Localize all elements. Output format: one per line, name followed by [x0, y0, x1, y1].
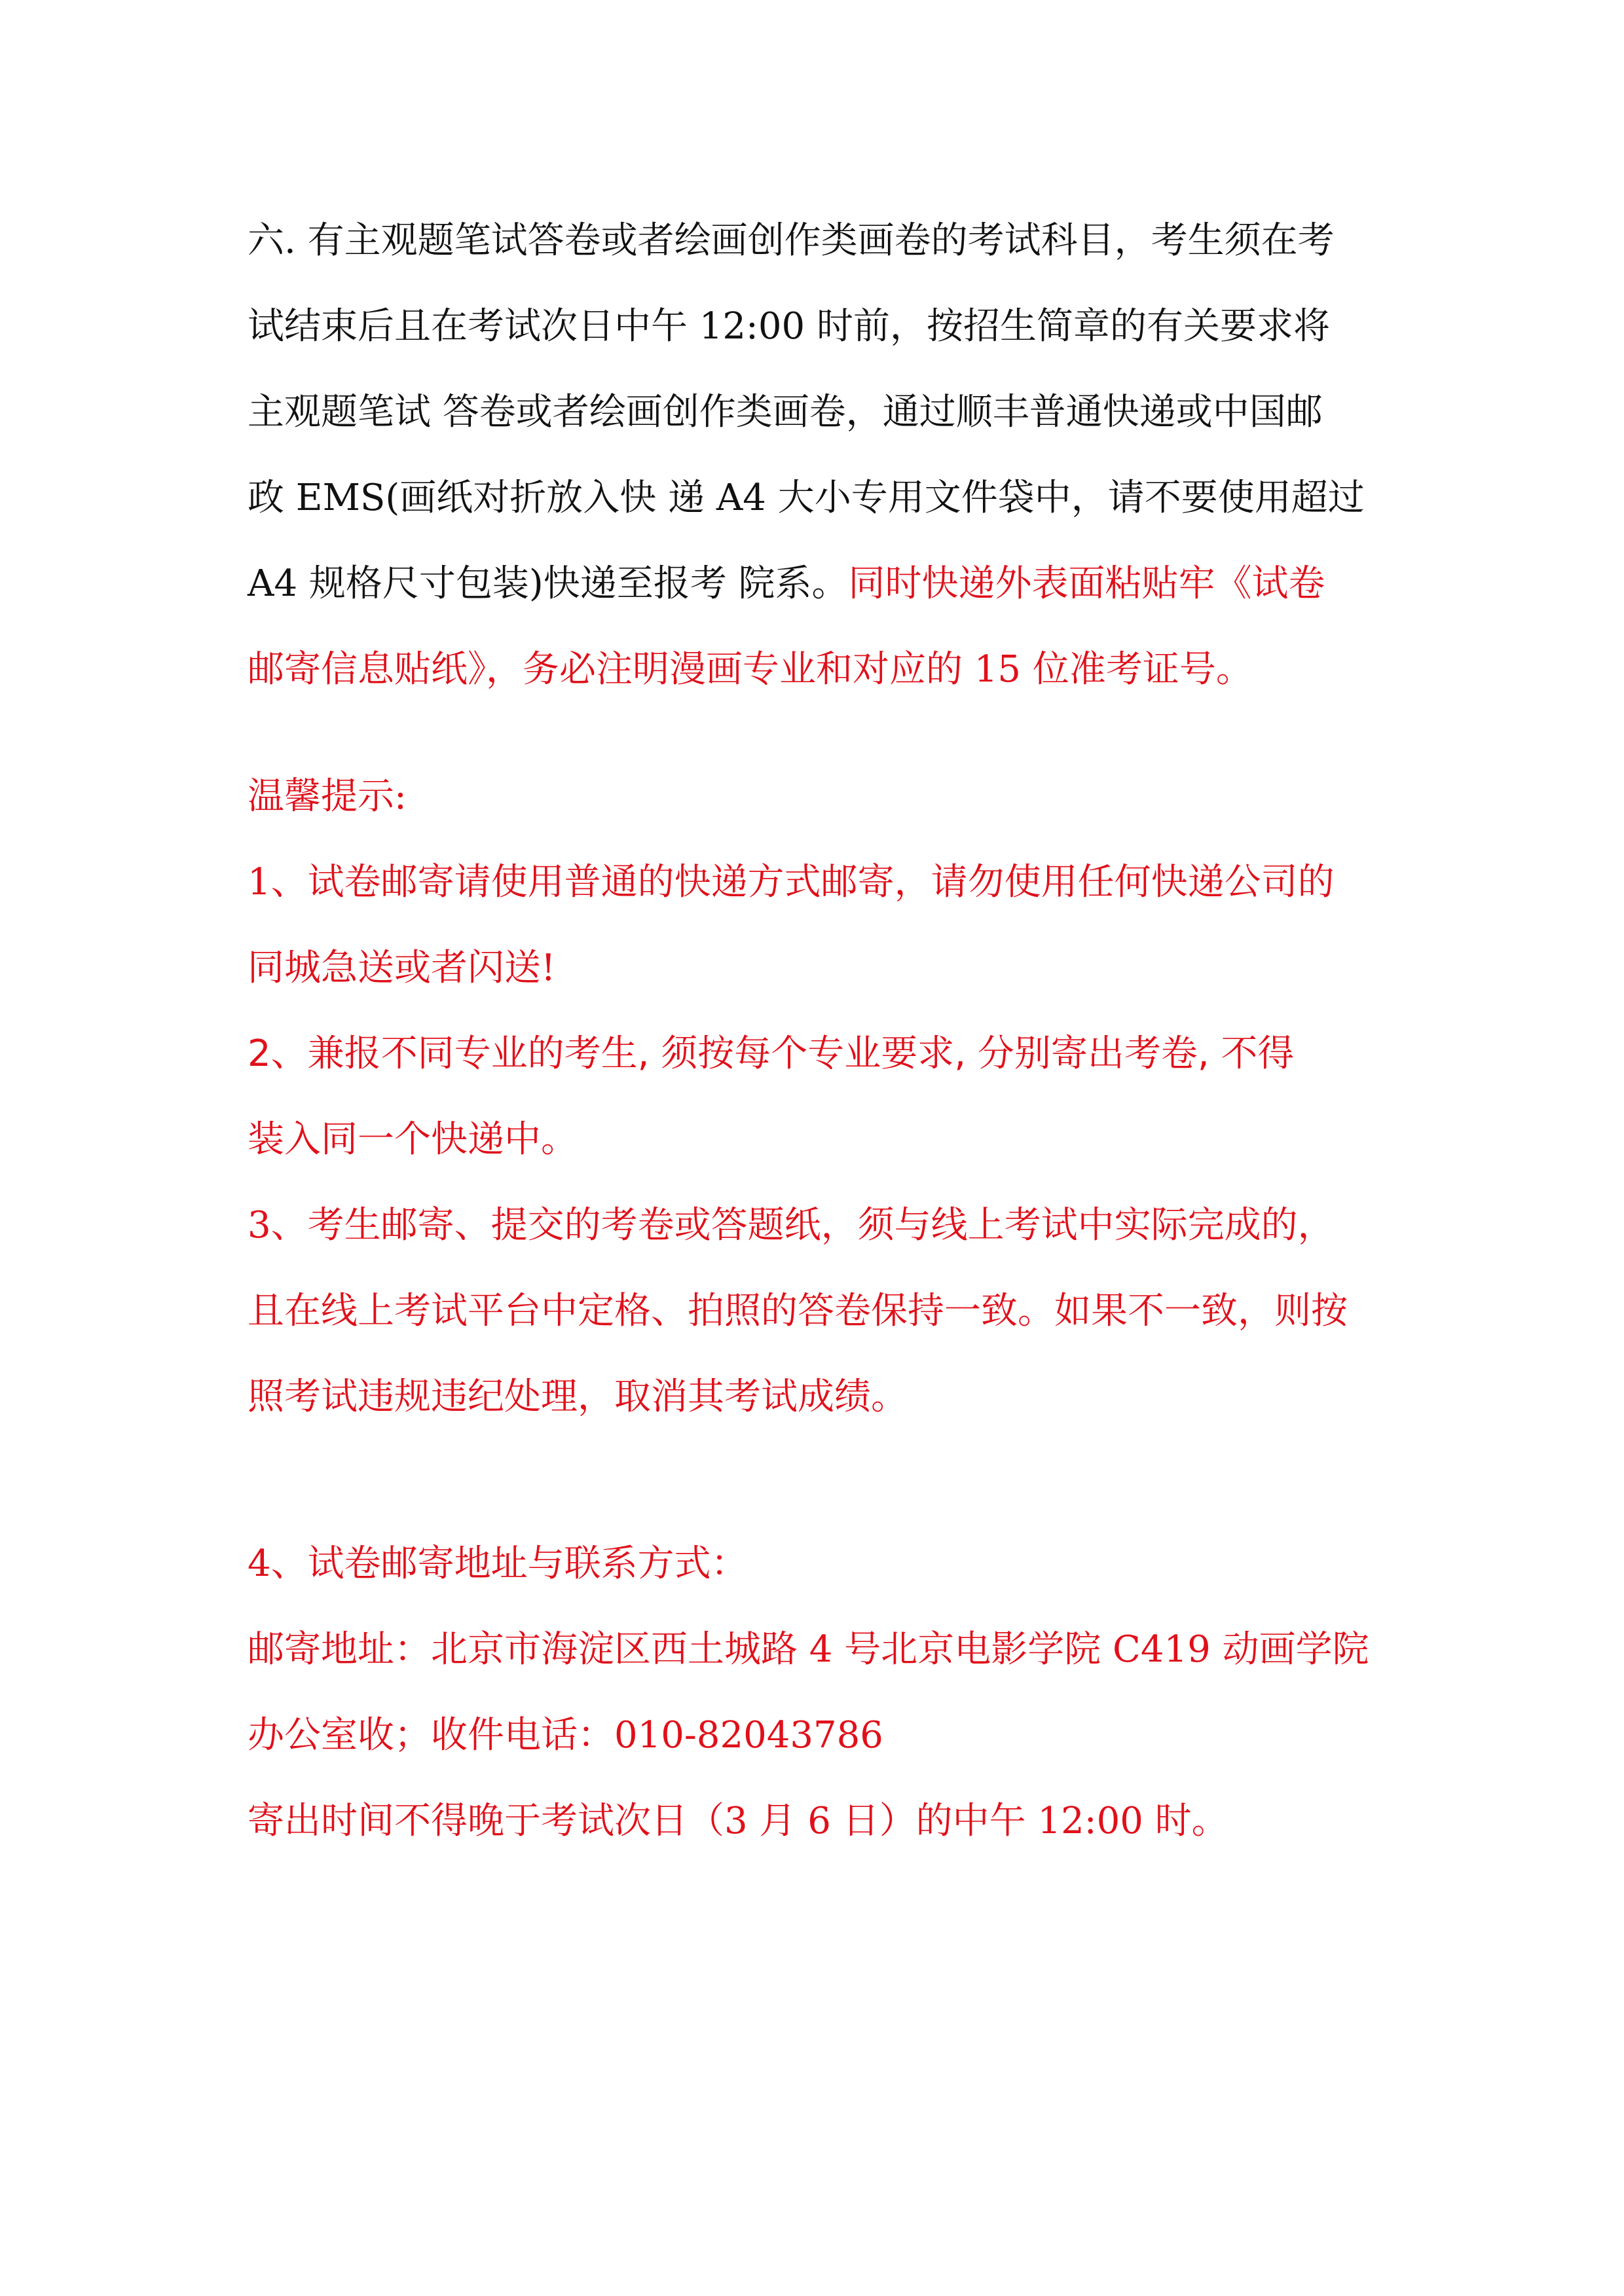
section-six-line-1: 六. 有主观题笔试答卷或者绘画创作类画卷的考试科目，考生须在考 [248, 219, 1335, 262]
section-six-line-5-red: 同时快递外表面粘贴牢《试卷 [848, 562, 1325, 605]
tip-2-line-2: 装入同一个快递中。 [248, 1118, 578, 1161]
mailing-address-line-2: 办公室收；收件电话：010-82043786 [248, 1714, 883, 1757]
tip-1-line-1: 1、试卷邮寄请使用普通的快递方式邮寄，请勿使用任何快递公司的 [248, 861, 1335, 903]
tip-3-line-3: 照考试违规违纪处理，取消其考试成绩。 [248, 1376, 908, 1418]
mailing-deadline: 寄出时间不得晚于考试次日（3 月 6 日）的中午 12:00 时。 [248, 1800, 1228, 1842]
tip-3-line-1: 3、考生邮寄、提交的考卷或答题纸，须与线上考试中实际完成的， [248, 1204, 1335, 1247]
mailing-block [248, 1521, 1387, 1864]
tip-1-line-2: 同城急送或者闪送! [248, 947, 556, 989]
section-six-line-4: 政 EMS(画纸对折放入快 递 A4 大小专用文件袋中，请不要使用超过 [248, 477, 1365, 519]
section-six-line-2: 试结束后且在考试次日中午 12:00 时前，按招生简章的有关要求将 [248, 305, 1330, 348]
section-six-line-5-black: A4 规格尺寸包装)快递至报考 院系。 [248, 562, 849, 605]
tip-2-line-1: 2、兼报不同专业的考生, 须按每个专业要求, 分别寄出考卷, 不得 [248, 1032, 1295, 1075]
tip-3-line-2: 且在线上考试平台中定格、拍照的答卷保持一致。如果不一致，则按 [248, 1290, 1348, 1332]
section-six-line-6: 邮寄信息贴纸》，务必注明漫画专业和对应的 15 位准考证号。 [248, 648, 1253, 691]
tips-heading: 温馨提示: [248, 775, 407, 818]
section-six-line-3: 主观题笔试 答卷或者绘画创作类画卷，通过顺丰普通快递或中国邮 [248, 391, 1323, 433]
tips-block [248, 754, 1387, 1440]
section-six-paragraph [248, 198, 1387, 712]
section-six-line-5 [248, 541, 1387, 627]
mailing-address-line-1: 邮寄地址：北京市海淀区西土城路 4 号北京电影学院 C419 动画学院 [248, 1628, 1369, 1671]
mailing-heading: 4、试卷邮寄地址与联系方式： [248, 1542, 748, 1585]
